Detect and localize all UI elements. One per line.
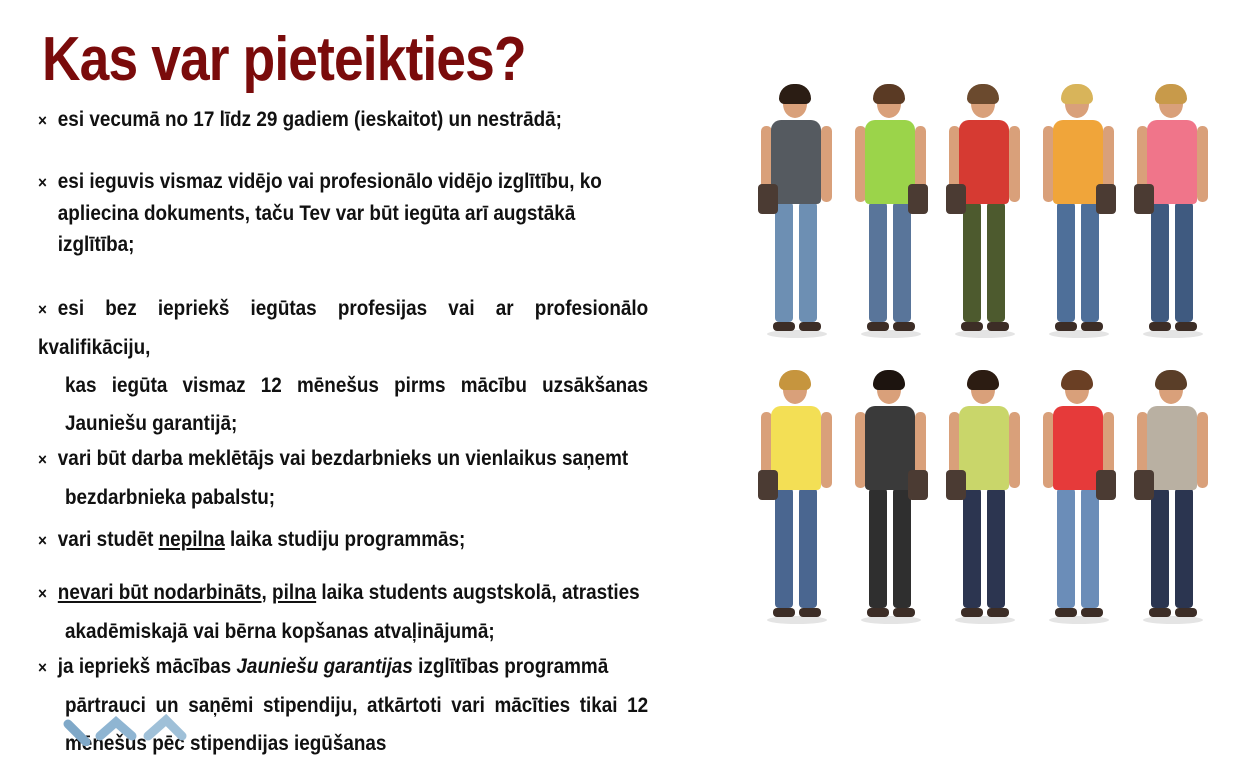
person-arm — [1197, 126, 1208, 202]
person-shoe — [799, 322, 821, 331]
person-hair — [1155, 370, 1187, 390]
person-legs — [869, 202, 911, 322]
person-shoe — [867, 608, 889, 617]
person-shoe — [1055, 322, 1077, 331]
person-bag — [946, 470, 966, 500]
bullet-text-continued: bezdarbnieka pabalstu; — [65, 486, 276, 509]
person-shoe — [773, 322, 795, 331]
bullet-marker: × — [38, 111, 47, 130]
bullet-text-continued: pārtrauci un saņēmi stipendiju, atkārtoti vari mācīties tikai 12 mēnešus pēc stipendijas iegūšanas — [65, 694, 649, 755]
person-shirt — [1147, 406, 1197, 490]
person-figure — [846, 84, 936, 354]
italic-term: Jauniešu garantijas — [236, 655, 413, 678]
person-leg — [963, 488, 981, 608]
person-shoe — [799, 608, 821, 617]
person-shirt — [771, 120, 821, 204]
person-shoe — [893, 322, 915, 331]
bullet-marker: × — [38, 584, 47, 603]
person-shirt — [959, 120, 1009, 204]
underlined-word: nepilna — [158, 528, 225, 551]
person-shoe — [867, 322, 889, 331]
logo-chevron — [148, 720, 182, 736]
person-shoe — [1081, 608, 1103, 617]
person-figure — [940, 370, 1030, 640]
person-shadow — [955, 330, 1015, 338]
person-hair — [873, 370, 905, 390]
person-leg — [1057, 488, 1075, 608]
person-shadow — [861, 616, 921, 624]
bullet-text: × nevari būt nodarbināts, pilna laika students augstskolā, atrasties — [38, 574, 648, 613]
person-leg — [799, 488, 817, 608]
person-leg — [1151, 488, 1169, 608]
person-legs — [1057, 488, 1099, 608]
logo-chevron — [100, 722, 132, 736]
person-arm — [1197, 412, 1208, 488]
person-legs — [1057, 202, 1099, 322]
person-shadow — [767, 616, 827, 624]
person-figure — [940, 84, 1030, 354]
person-figure — [1128, 84, 1218, 354]
page-title: Kas var pieteikties? — [42, 25, 526, 94]
person-hair — [967, 370, 999, 390]
person-shadow — [1143, 616, 1203, 624]
person-legs — [775, 202, 817, 322]
person-shirt — [771, 406, 821, 490]
list-item — [38, 166, 648, 260]
person-legs — [1151, 488, 1193, 608]
person-hair — [779, 370, 811, 390]
person-bag — [758, 184, 778, 214]
person-shoe — [893, 608, 915, 617]
person-hair — [1061, 84, 1093, 104]
person-arm — [1009, 126, 1020, 202]
person-shoe — [1081, 322, 1103, 331]
bullet-marker: × — [38, 450, 47, 469]
logo-chevron — [68, 724, 86, 742]
person-hair — [1061, 370, 1093, 390]
bullet-marker: × — [38, 173, 47, 192]
person-leg — [987, 202, 1005, 322]
person-legs — [963, 488, 1005, 608]
person-figure — [1034, 84, 1124, 354]
person-shadow — [1049, 330, 1109, 338]
person-leg — [893, 488, 911, 608]
person-shoe — [961, 608, 983, 617]
person-leg — [1175, 488, 1193, 608]
person-figure — [752, 84, 842, 354]
person-arm — [821, 126, 832, 202]
person-arm — [1009, 412, 1020, 488]
person-shadow — [1143, 330, 1203, 338]
students-photo — [752, 84, 1222, 644]
list-item: × vari studēt nepilna laika studiju programmās; — [38, 524, 648, 556]
person-leg — [1081, 488, 1099, 608]
person-hair — [873, 84, 905, 104]
person-shirt — [1147, 120, 1197, 204]
person-leg — [775, 202, 793, 322]
person-shoe — [1175, 322, 1197, 331]
person-shoe — [1149, 322, 1171, 331]
underlined-word: nevari būt nodarbināts — [57, 581, 262, 604]
bullet-text: × vari būt darba meklētājs vai bezdarbnieks un vienlaikus saņemt — [38, 440, 648, 479]
person-bag — [1096, 470, 1116, 500]
person-leg — [893, 202, 911, 322]
person-shadow — [767, 330, 827, 338]
person-bag — [946, 184, 966, 214]
bullet-text: × esi ieguvis vismaz vidējo vai profesionālo vidējo izglītību, ko — [38, 166, 648, 198]
person-shoe — [773, 608, 795, 617]
person-leg — [1151, 202, 1169, 322]
person-bag — [908, 470, 928, 500]
bullet-marker: × — [38, 531, 47, 550]
person-leg — [775, 488, 793, 608]
person-leg — [987, 488, 1005, 608]
person-shadow — [955, 616, 1015, 624]
person-bag — [1096, 184, 1116, 214]
list-item — [38, 574, 648, 651]
person-hair — [779, 84, 811, 104]
person-shoe — [1149, 608, 1171, 617]
person-leg — [1057, 202, 1075, 322]
person-figure — [1034, 370, 1124, 640]
bullet-text-continued: apliecina dokuments, taču Tev var būt iegūta arī augstākā — [57, 202, 576, 225]
person-legs — [963, 202, 1005, 322]
person-shoe — [987, 608, 1009, 617]
person-hair — [1155, 84, 1187, 104]
person-shoe — [1175, 608, 1197, 617]
logo-chevrons — [68, 720, 182, 742]
person-shirt — [959, 406, 1009, 490]
underlined-word: pilna — [272, 581, 317, 604]
person-shoe — [961, 322, 983, 331]
person-legs — [1151, 202, 1193, 322]
person-hair — [967, 84, 999, 104]
bullet-text-continued: kas iegūta vismaz 12 mēnešus pirms mācību uzsākšanas Jauniešu garantijā; — [65, 374, 649, 435]
person-shoe — [987, 322, 1009, 331]
person-leg — [869, 488, 887, 608]
person-shadow — [1049, 616, 1109, 624]
person-leg — [1175, 202, 1193, 322]
person-shoe — [1055, 608, 1077, 617]
person-leg — [799, 202, 817, 322]
bullet-text-continued: akadēmiskajā vai bērna kopšanas atvaļinājumā; — [65, 620, 495, 643]
students-photo-top-row — [752, 84, 1222, 354]
person-bag — [1134, 184, 1154, 214]
person-leg — [869, 202, 887, 322]
person-leg — [963, 202, 981, 322]
person-arm — [821, 412, 832, 488]
person-bag — [758, 470, 778, 500]
bullet-text: × esi bez iepriekš iegūtas profesijas vai ar profesionālo kvalifikāciju, — [38, 290, 648, 367]
bullet-text-continued: izglītība; — [57, 233, 135, 256]
bullet-text: × ja iepriekš mācības Jauniešu garantijas izglītības programmā — [38, 648, 648, 687]
person-shadow — [861, 330, 921, 338]
brand-logo — [60, 700, 220, 746]
person-legs — [869, 488, 911, 608]
bullet-marker: × — [38, 300, 47, 319]
bullet-marker: × — [38, 658, 47, 677]
students-photo-bottom-row — [752, 370, 1222, 640]
person-bag — [908, 184, 928, 214]
person-figure — [846, 370, 936, 640]
person-legs — [775, 488, 817, 608]
person-leg — [1081, 202, 1099, 322]
list-item — [38, 104, 648, 136]
person-figure — [752, 370, 842, 640]
bullet-text: esi vecumā no 17 līdz 29 gadiem (ieskaitot) un nestrādā; — [57, 108, 562, 131]
list-item — [38, 440, 648, 517]
person-bag — [1134, 470, 1154, 500]
list-item — [38, 290, 648, 443]
person-figure — [1128, 370, 1218, 640]
